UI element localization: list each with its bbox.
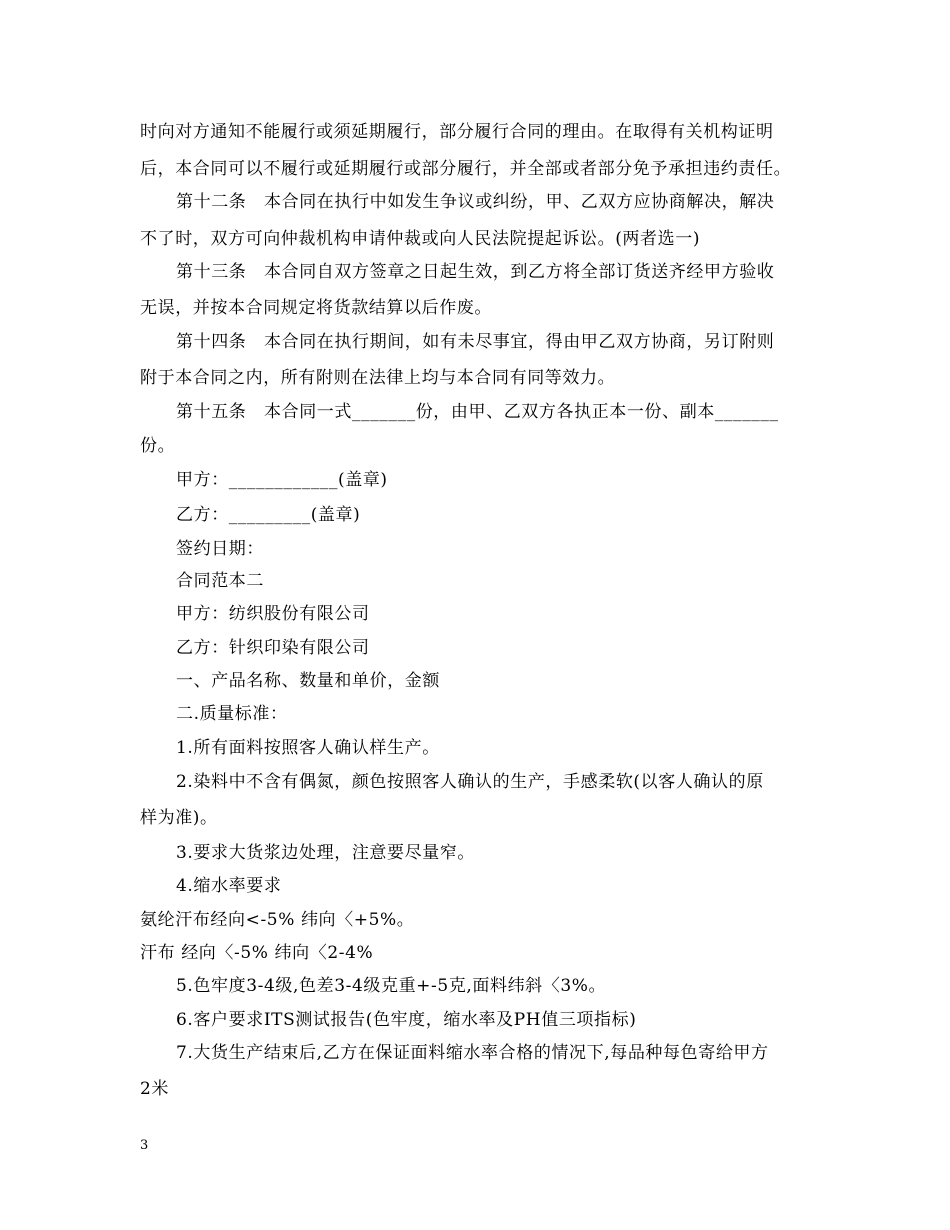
list-item: 5.色牢度3-4级,色差3-4级克重+-5克,面料纬斜〈3%。 bbox=[176, 976, 607, 996]
paragraph-line: 2米 bbox=[140, 1079, 170, 1099]
list-item: 3.要求大货浆边处理，注意要尽量窄。 bbox=[176, 843, 476, 863]
paragraph-line: 氨纶汗布经向<-5% 纬向〈+5%。 bbox=[140, 910, 415, 930]
paragraph-line: 不了时，双方可向仲裁机构申请仲裁或向人民法院提起诉讼。(两者选一) bbox=[140, 229, 701, 249]
paragraph-line: 附于本合同之内，所有附则在法律上均与本合同有同等效力。 bbox=[140, 368, 616, 388]
list-item: 6.客户要求ITS测试报告(色牢度，缩水率及PH值三项指标) bbox=[176, 1010, 637, 1030]
signing-date-line: 签约日期： bbox=[176, 539, 264, 559]
party-b-line: 乙方：针织印染有限公司 bbox=[176, 638, 370, 658]
list-item: 1.所有面料按照客人确认样生产。 bbox=[176, 738, 440, 758]
list-item: 2.染料中不含有偶氮，颜色按照客人确认的生产，手感柔软(以客人确认的原 bbox=[176, 772, 764, 792]
clause-15-line: 第十五条 本合同一式_______份，由甲、乙双方各执正本一份、副本_______ bbox=[176, 402, 779, 422]
page-number: 3 bbox=[140, 1138, 149, 1153]
section-heading: 合同范本二 bbox=[176, 571, 264, 591]
list-item: 7.大货生产结束后,乙方在保证面料缩水率合格的情况下,每品种每色寄给甲方 bbox=[176, 1043, 769, 1063]
list-item: 4.缩水率要求 bbox=[176, 876, 282, 896]
paragraph-line: 无误，并按本合同规定将货款结算以后作废。 bbox=[140, 298, 492, 318]
party-a-line: 甲方：纺织股份有限公司 bbox=[176, 604, 370, 624]
list-item: 二.质量标准： bbox=[176, 704, 288, 724]
party-a-signature-line: 甲方：____________(盖章) bbox=[176, 470, 388, 490]
paragraph-line: 份。 bbox=[140, 436, 176, 456]
paragraph-line: 样为准)。 bbox=[140, 808, 218, 828]
clause-12-line: 第十二条 本合同在执行中如发生争议或纠纷，甲、乙双方应协商解决，解决 bbox=[176, 192, 775, 212]
paragraph-line: 后，本合同可以不履行或延期履行或部分履行，并全部或者部分免予承担违约责任。 bbox=[140, 159, 792, 179]
paragraph-line: 时向对方通知不能履行或须延期履行，部分履行合同的理由。在取得有关机构证明 bbox=[140, 122, 774, 142]
clause-14-line: 第十四条 本合同在执行期间，如有未尽事宜，得由甲乙双方协商，另订附则 bbox=[176, 332, 775, 352]
list-item: 一、产品名称、数量和单价，金额 bbox=[176, 671, 440, 691]
party-b-signature-line: 乙方：_________(盖章) bbox=[176, 505, 361, 525]
clause-13-line: 第十三条 本合同自双方签章之日起生效，到乙方将全部订货送齐经甲方验收 bbox=[176, 262, 775, 282]
paragraph-line: 汗布 经向〈-5% 纬向〈2-4% bbox=[140, 943, 374, 963]
